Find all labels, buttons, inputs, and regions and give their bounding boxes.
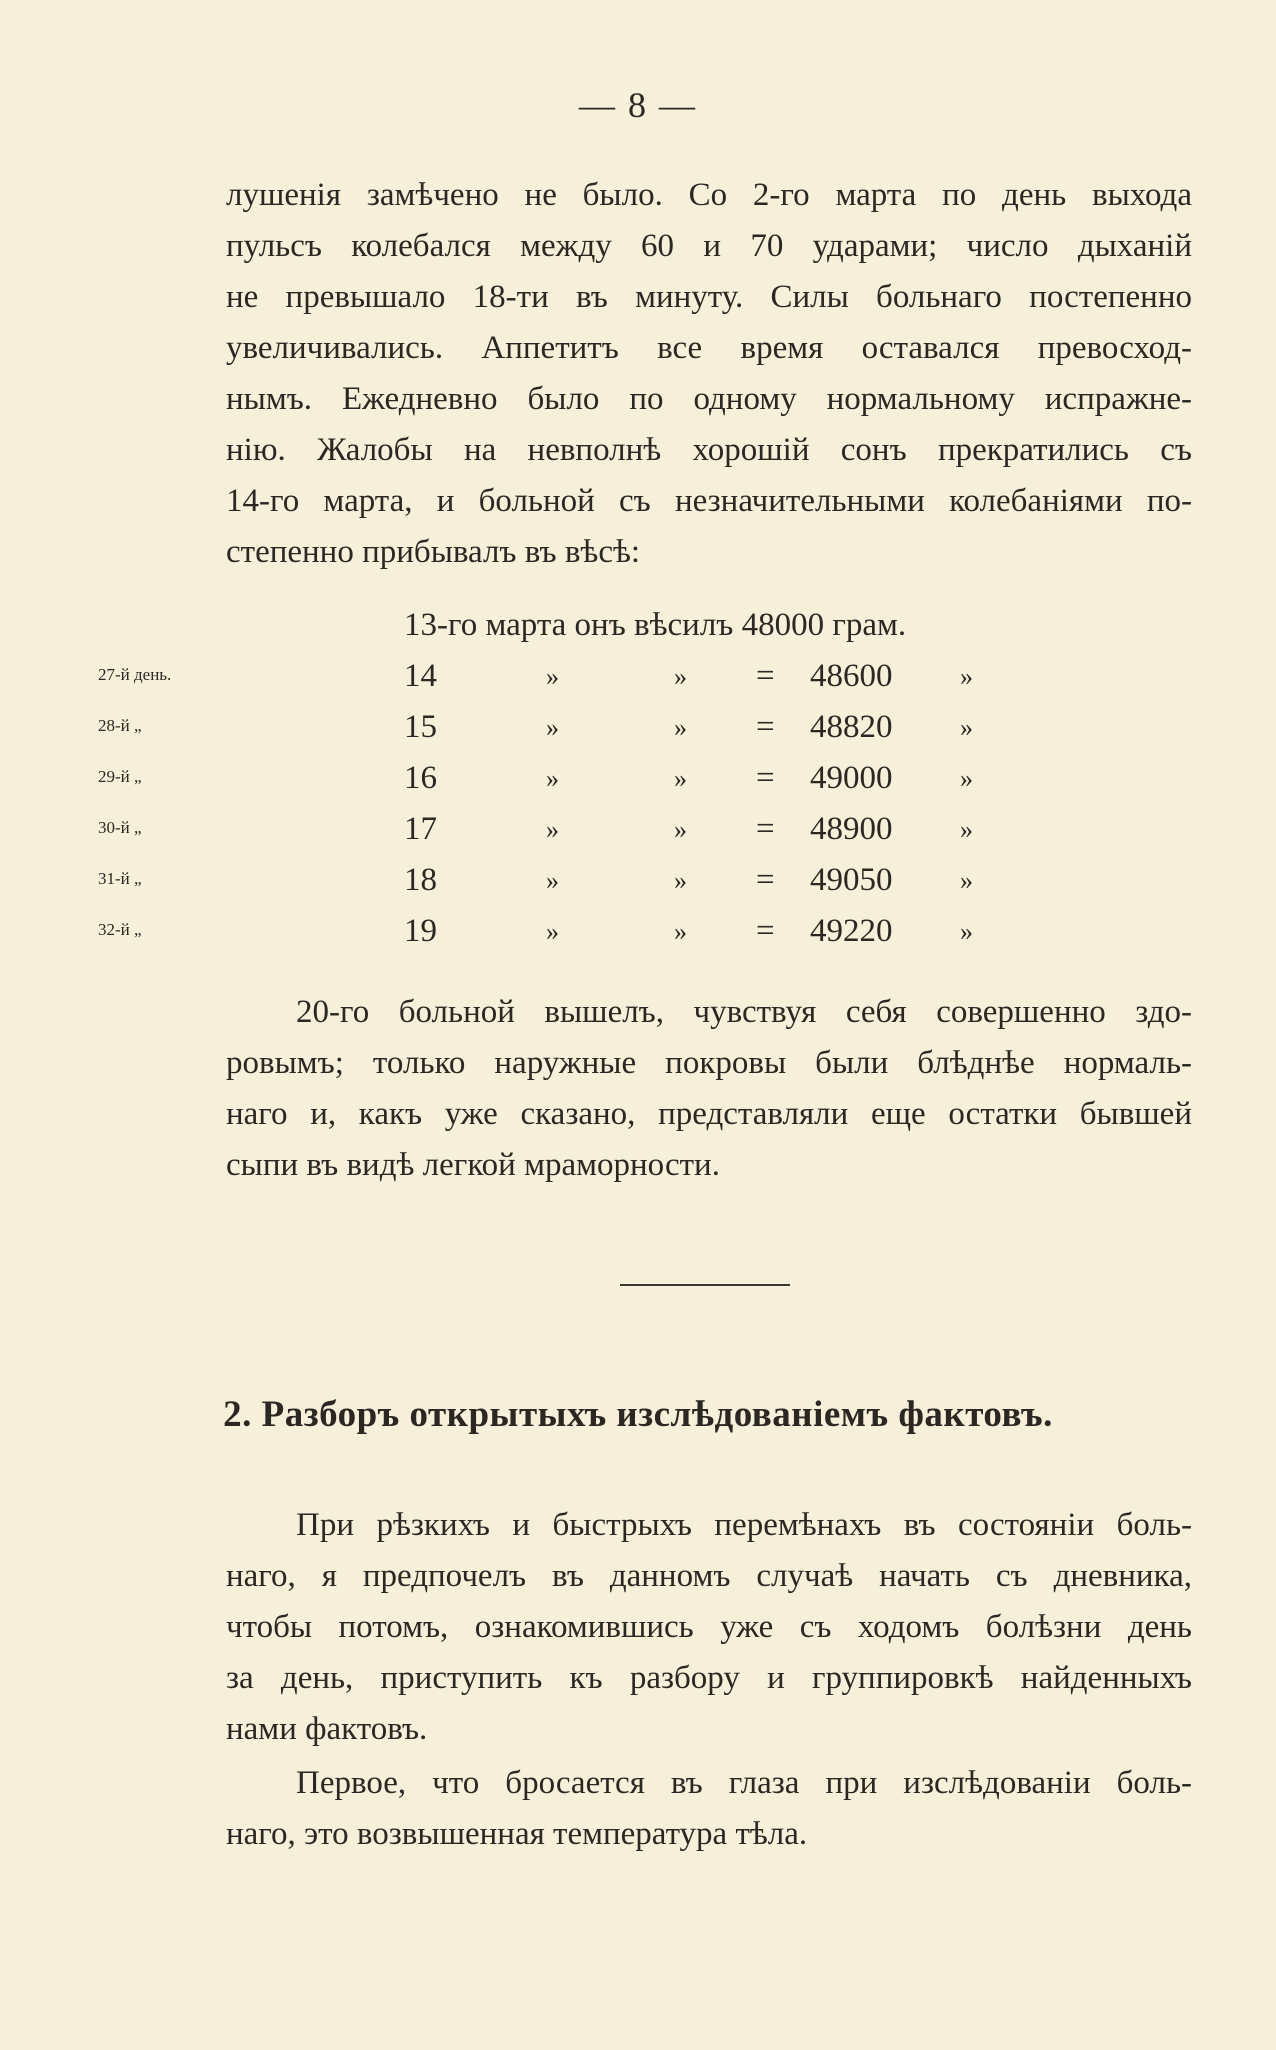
margin-day-label: 32-й „	[98, 920, 142, 939]
text-line: степенно прибывалъ въ вѣсѣ:	[226, 534, 641, 570]
ditto-mark: »	[960, 917, 973, 946]
text-line: увеличивались. Аппетитъ все время оставался превосход-	[226, 330, 1192, 366]
paragraph-4	[226, 1758, 1192, 1860]
weight-day: 18	[404, 862, 437, 898]
weight-value: 48600	[810, 658, 893, 694]
ditto-mark: »	[674, 815, 687, 844]
page-number: — 8 —	[579, 85, 697, 125]
weight-row	[0, 855, 1276, 906]
ditto-mark: »	[674, 866, 687, 895]
ditto-mark: »	[960, 866, 973, 895]
weight-day: 16	[404, 760, 437, 796]
weight-row	[0, 702, 1276, 753]
margin-day-label: 29-й „	[98, 767, 142, 786]
weight-row-first	[0, 600, 1276, 651]
paragraph-3	[226, 1500, 1192, 1755]
margin-day-label: 27-й день.	[98, 665, 172, 684]
text-line: не превышало 18-ти въ минуту. Силы больнаго постепенно	[226, 279, 1192, 315]
ditto-mark: »	[674, 662, 687, 691]
ditto-mark: »	[546, 662, 559, 691]
ditto-mark: »	[546, 764, 559, 793]
text-line: за день, приступить къ разбору и группировкѣ найденныхъ	[226, 1660, 1192, 1696]
section-heading: 2. Разборъ открытыхъ изслѣдованіемъ фактовъ.	[223, 1394, 1053, 1435]
ditto-mark: »	[546, 713, 559, 742]
ditto-mark: »	[674, 713, 687, 742]
ditto-mark: »	[674, 917, 687, 946]
text-line: 20-го больной вышелъ, чувствуя себя совершенно здо-	[296, 994, 1192, 1030]
weight-value: 49050	[810, 862, 893, 898]
text-line: наго и, какъ уже сказано, представляли еще остатки бывшей	[226, 1096, 1192, 1132]
text-line: сыпи въ видѣ легкой мраморности.	[226, 1147, 720, 1183]
equals-sign: =	[756, 709, 775, 745]
equals-sign: =	[756, 760, 775, 796]
weight-day: 14	[404, 658, 437, 694]
equals-sign: =	[756, 913, 775, 949]
section-divider	[620, 1284, 790, 1286]
ditto-mark: »	[546, 917, 559, 946]
equals-sign: =	[756, 658, 775, 694]
paragraph-2	[226, 987, 1192, 1191]
text-line: нію. Жалобы на невполнѣ хорошій сонъ прекратились съ	[226, 432, 1192, 468]
weight-value: 48900	[810, 811, 893, 847]
weight-value: 49220	[810, 913, 893, 949]
weight-table	[0, 600, 1276, 957]
text-line: наго, я предпочелъ въ данномъ случаѣ начать съ дневника,	[226, 1558, 1192, 1594]
text-line: нами фактовъ.	[226, 1711, 428, 1747]
text-line: 14-го марта, и больной съ незначительными колебаніями по-	[226, 483, 1192, 519]
ditto-mark: »	[960, 662, 973, 691]
text-line: При рѣзкихъ и быстрыхъ перемѣнахъ въ состояніи боль-	[296, 1507, 1192, 1543]
weight-row	[0, 651, 1276, 702]
weight-row	[0, 804, 1276, 855]
text-line: чтобы потомъ, ознакомившись уже съ ходомъ болѣзни день	[226, 1609, 1192, 1645]
ditto-mark: »	[674, 764, 687, 793]
paragraph-1	[226, 170, 1192, 578]
weight-value: 48820	[810, 709, 893, 745]
weight-row	[0, 753, 1276, 804]
ditto-mark: »	[960, 815, 973, 844]
ditto-mark: »	[546, 866, 559, 895]
ditto-mark: »	[960, 764, 973, 793]
weight-first-line: 13-го марта онъ вѣсилъ 48000 грам.	[404, 607, 907, 643]
margin-day-label: 31-й „	[98, 869, 142, 888]
text-line: Первое, что бросается въ глаза при изслѣдованіи боль-	[296, 1765, 1192, 1801]
equals-sign: =	[756, 811, 775, 847]
text-line: нымъ. Ежедневно было по одному нормальному испражне-	[226, 381, 1192, 417]
text-line: ровымъ; только наружные покровы были блѣднѣе нормаль-	[226, 1045, 1192, 1081]
margin-day-label: 28-й „	[98, 716, 142, 735]
weight-day: 15	[404, 709, 437, 745]
weight-day: 19	[404, 913, 437, 949]
text-line: лушенія замѣчено не было. Со 2-го марта по день выхода	[226, 177, 1192, 213]
text-line: наго, это возвышенная температура тѣла.	[226, 1816, 808, 1852]
ditto-mark: »	[960, 713, 973, 742]
weight-value: 49000	[810, 760, 893, 796]
weight-row	[0, 906, 1276, 957]
equals-sign: =	[756, 862, 775, 898]
margin-day-label: 30-й „	[98, 818, 142, 837]
weight-day: 17	[404, 811, 437, 847]
text-line: пульсъ колебался между 60 и 70 ударами; число дыханій	[226, 228, 1192, 264]
ditto-mark: »	[546, 815, 559, 844]
